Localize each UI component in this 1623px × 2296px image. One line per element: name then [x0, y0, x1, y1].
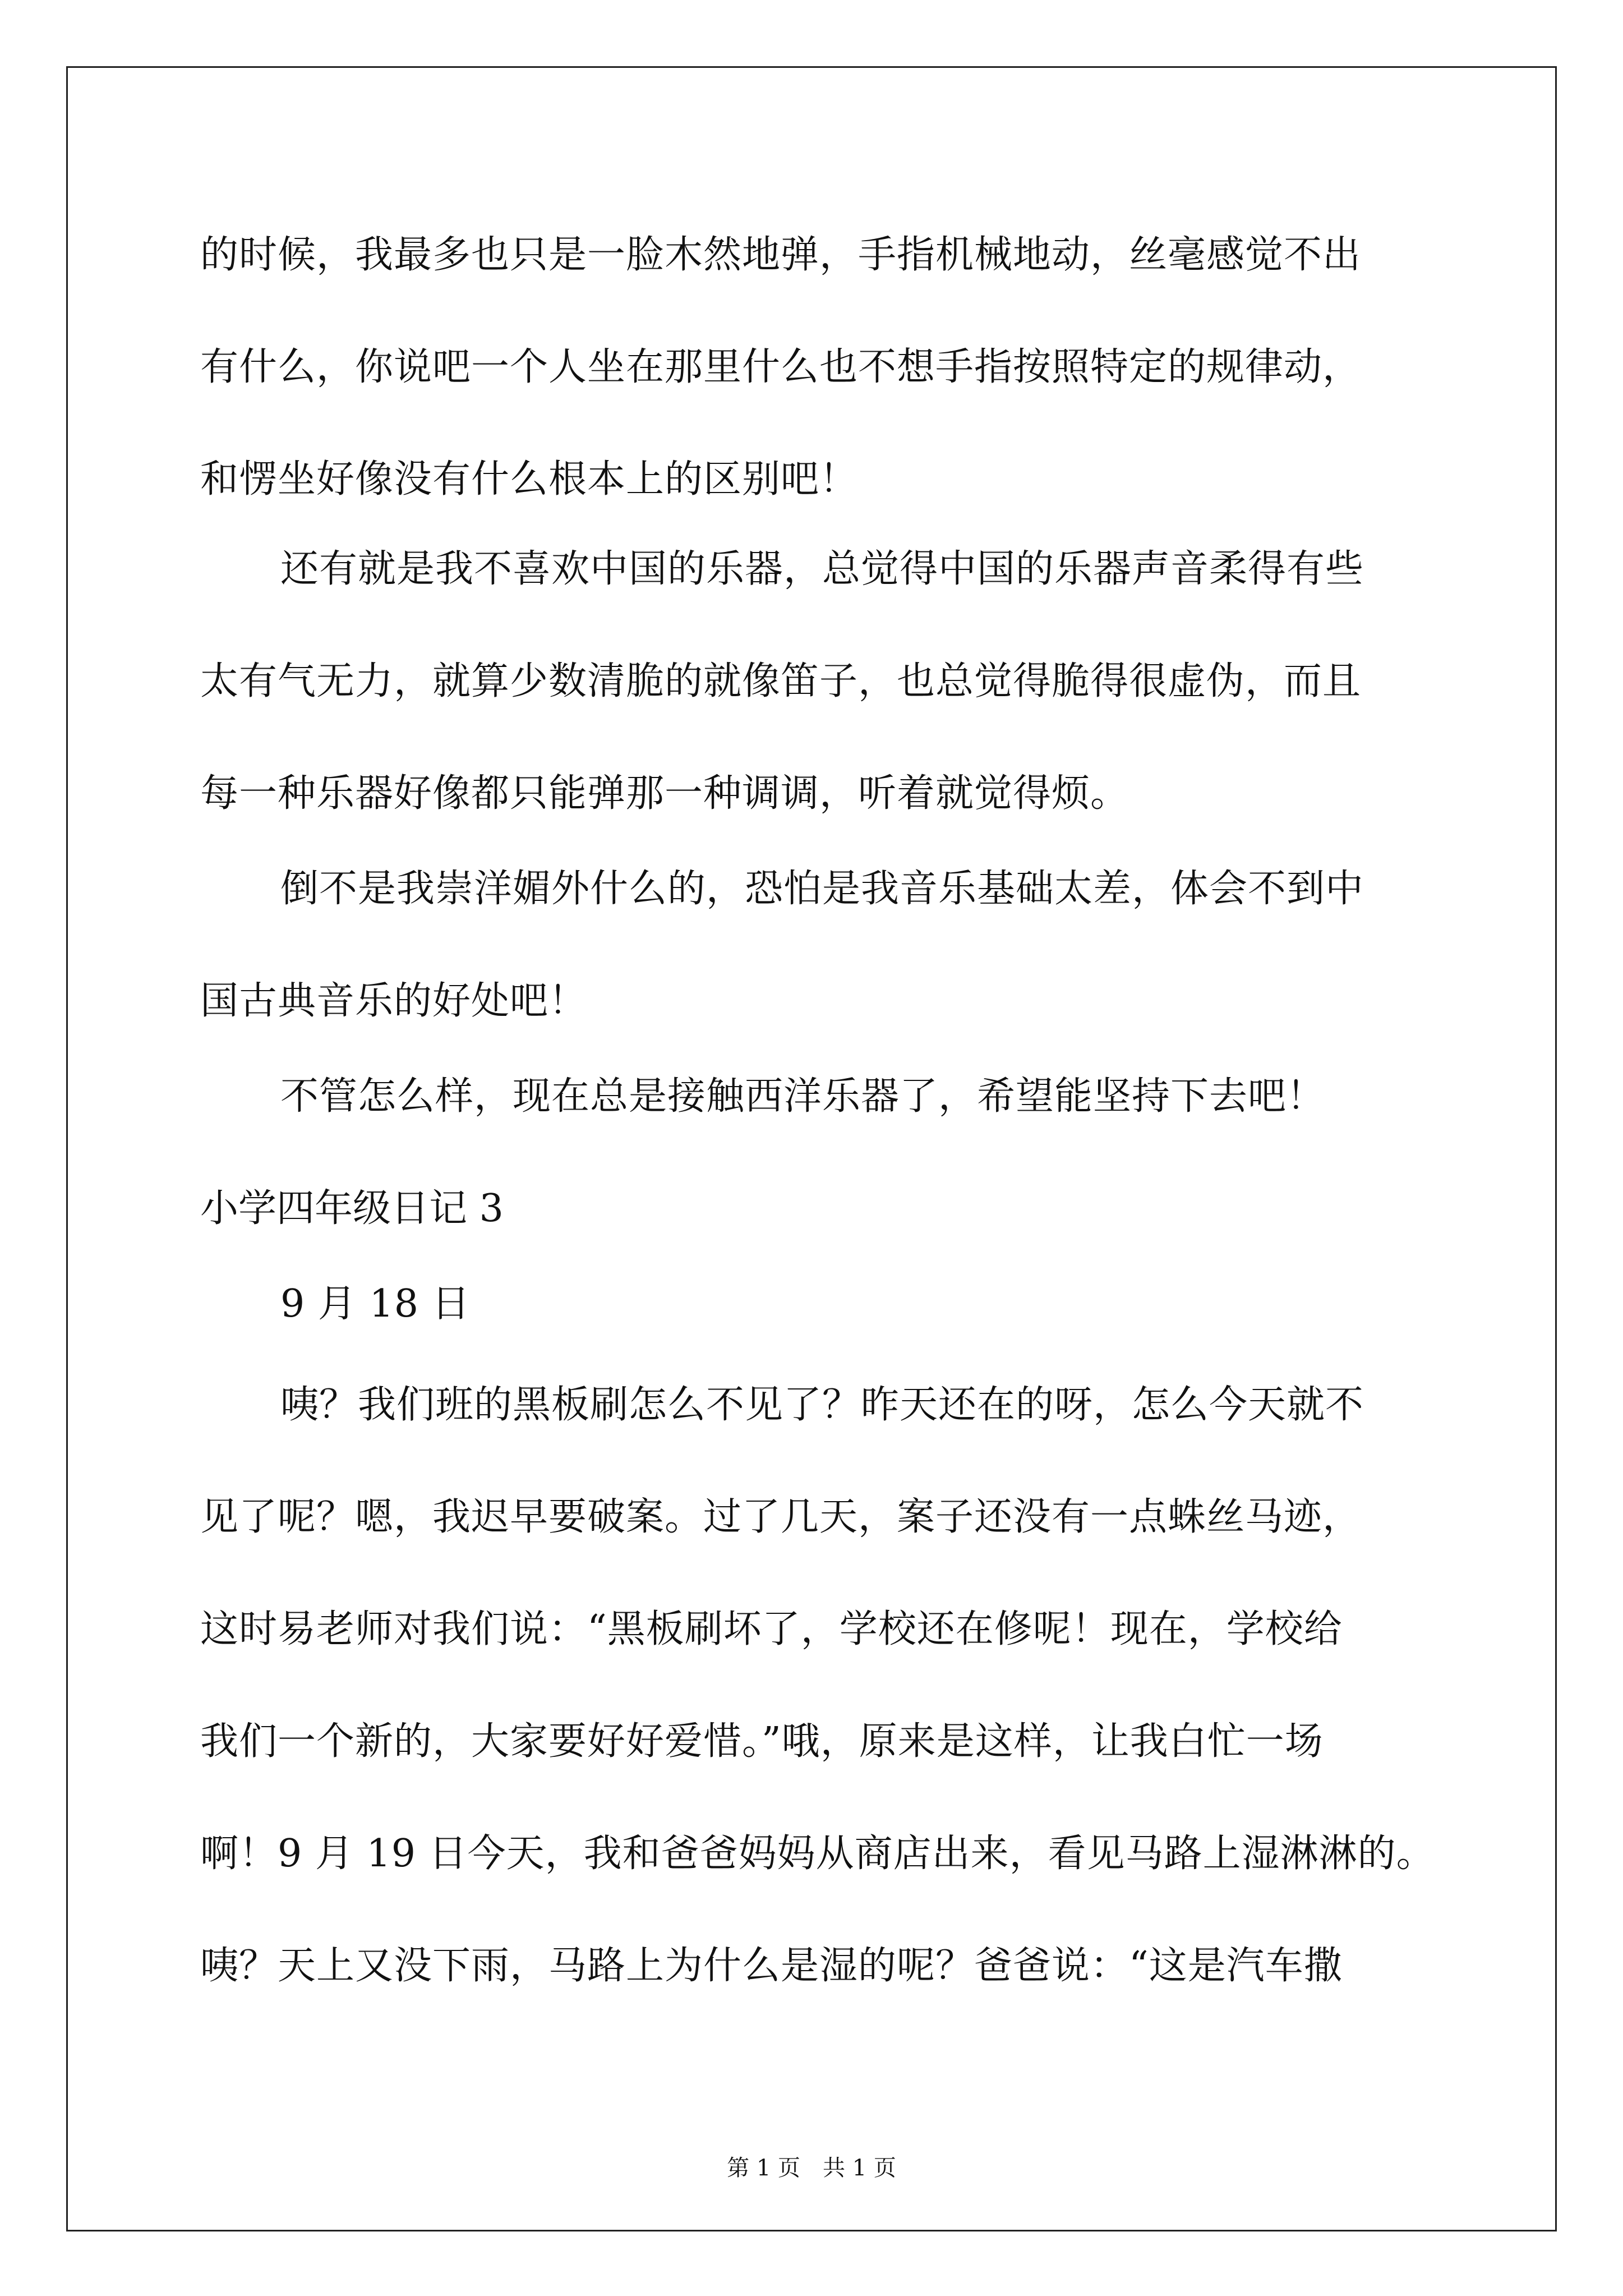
text-line-7: 倒不是我崇洋媚外什么的，恐怕是我音乐基础太差，体会不到中	[280, 867, 1364, 911]
text-line-3: 和愣坐好像没有什么根本上的区别吧！	[200, 457, 859, 501]
text-line-17: 咦？天上又没下雨，马路上为什么是湿的呢？爸爸说：“这是汽车撒	[200, 1944, 1343, 1988]
text-line-15: 我们一个新的，大家要好好爱惜。”哦，原来是这样，让我白忙一场	[200, 1719, 1324, 1764]
text-line-13: 见了呢？嗯，我迟早要破案。过了几天，案子还没有一点蛛丝马迹，	[200, 1495, 1362, 1539]
text-line-1: 的时候，我最多也只是一脸木然地弹，手指机械地动，丝毫感觉不出	[200, 233, 1362, 277]
text-line-8: 国古典音乐的好处吧！	[200, 979, 588, 1023]
text-line-2: 有什么，你说吧一个人坐在那里什么也不想手指按照特定的规律动，	[200, 345, 1362, 389]
section-heading: 小学四年级日记 3	[200, 1186, 504, 1231]
page-footer: 第 1 页 共 1 页	[727, 2155, 896, 2181]
text-line-14: 这时易老师对我们说：“黑板刷坏了，学校还在修呢！现在，学校给	[200, 1607, 1343, 1651]
text-line-4: 还有就是我不喜欢中国的乐器，总觉得中国的乐器声音柔得有些	[280, 547, 1364, 591]
date-line: 9 月 18 日	[280, 1282, 471, 1326]
text-line-9: 不管怎么样，现在总是接触西洋乐器了，希望能坚持下去吧！	[280, 1074, 1326, 1119]
text-line-6: 每一种乐器好像都只能弹那一种调调，听着就觉得烦。	[200, 771, 1129, 816]
text-line-12: 咦？我们班的黑板刷怎么不见了？昨天还在的呀，怎么今天就不	[280, 1383, 1364, 1427]
page-border	[66, 66, 1557, 2231]
text-line-16: 啊！9 月 19 日今天，我和爸爸妈妈从商店出来，看见马路上湿淋淋的。	[200, 1832, 1435, 1876]
text-line-5: 太有气无力，就算少数清脆的就像笛子，也总觉得脆得很虚伪，而且	[200, 659, 1362, 703]
